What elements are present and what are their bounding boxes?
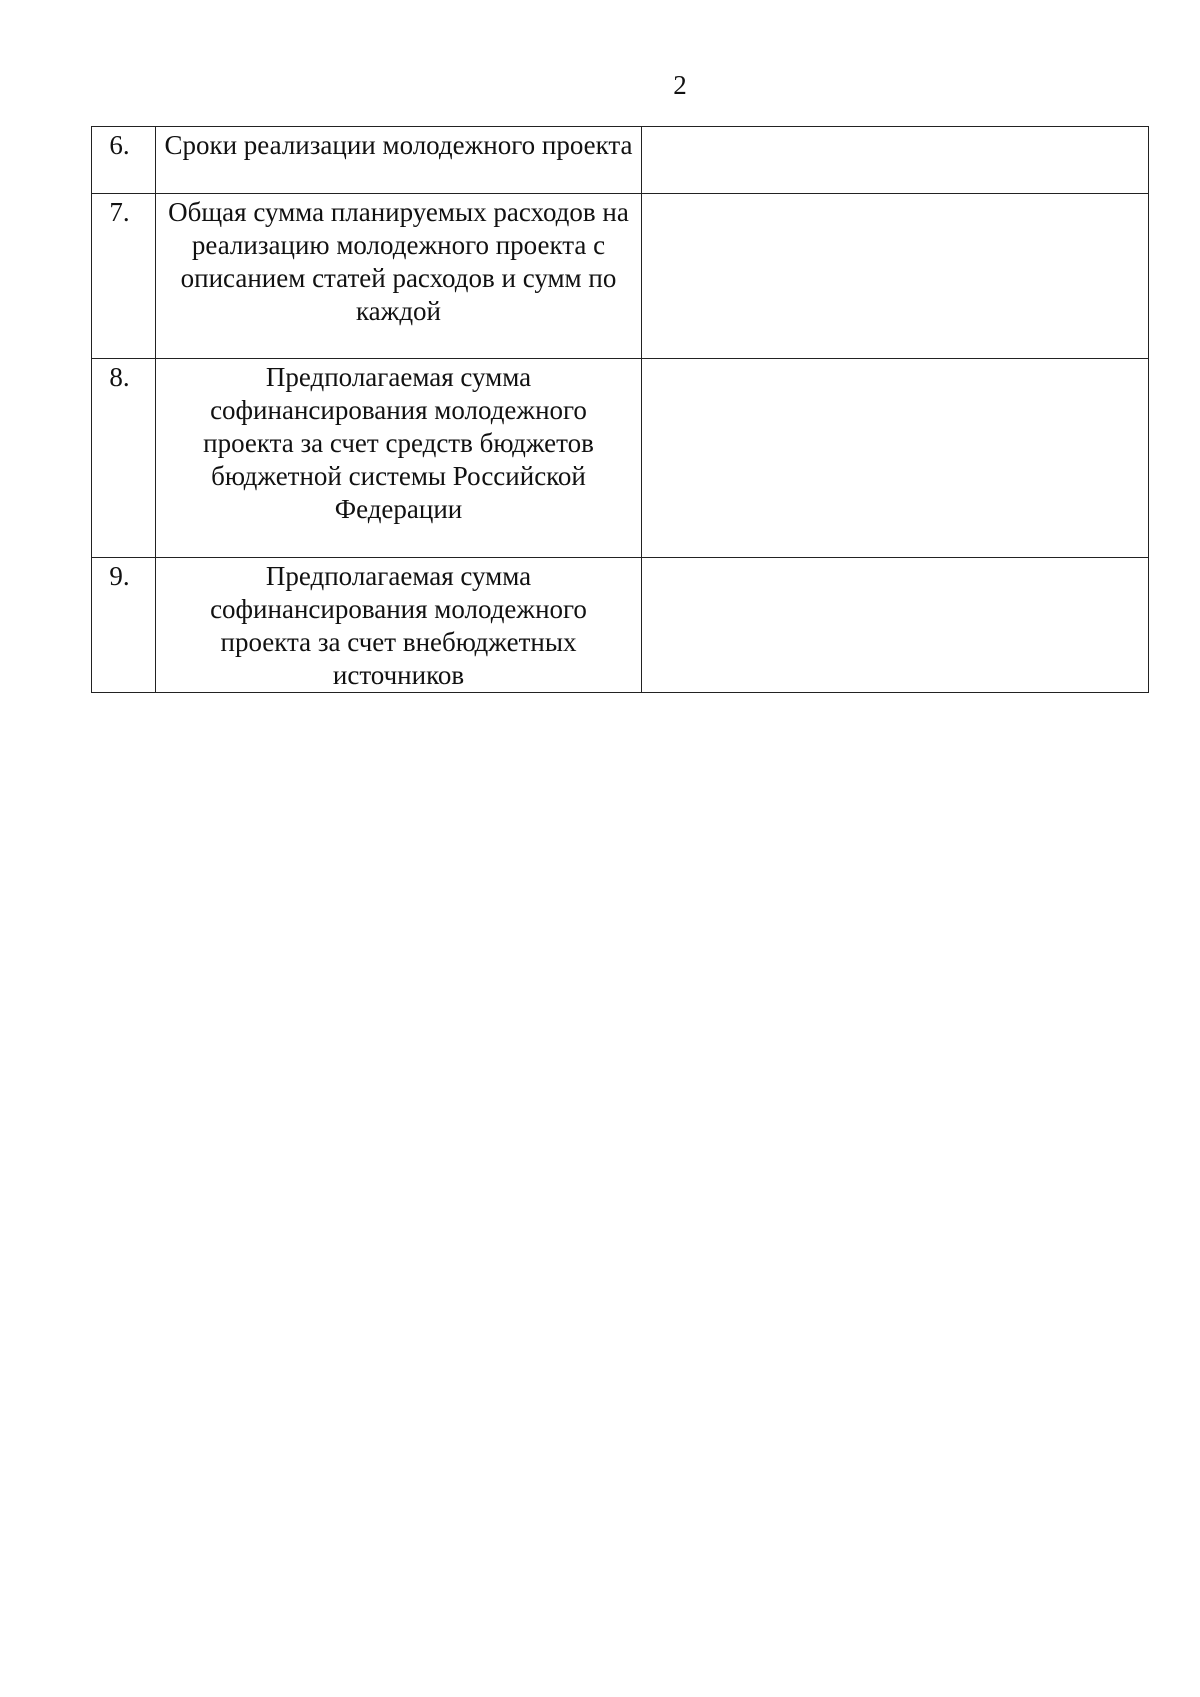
table-row <box>92 359 1149 558</box>
row-label <box>156 127 642 194</box>
row-number: 6. <box>92 127 156 194</box>
row-value-cell[interactable] <box>642 558 1149 693</box>
table-row <box>92 558 1149 693</box>
row-value-cell[interactable] <box>642 127 1149 194</box>
row-label-text: Общая сумма планируемых расходов на реализацию молодежного проекта с описанием статей расходов и сумм по каждой <box>168 197 629 326</box>
row-value-cell[interactable] <box>642 194 1149 359</box>
row-number: 8. <box>92 359 156 558</box>
row-label-text: Предполагаемая сумма софинансирования молодежного проекта за счет внебюджетных источников <box>210 561 587 690</box>
row-number: 9. <box>92 558 156 693</box>
row-number: 7. <box>92 194 156 359</box>
row-label <box>156 194 642 359</box>
row-label <box>156 558 642 693</box>
page-number: 2 <box>673 70 687 100</box>
row-label-text: Сроки реализации молодежного проекта <box>164 130 633 160</box>
row-value-cell[interactable] <box>642 359 1149 558</box>
row-label-text: Предполагаемая сумма софинансирования молодежного проекта за счет средств бюджетов бюджетной системы Российской Федерации <box>203 362 594 524</box>
table-row <box>92 194 1149 359</box>
application-form-table <box>91 126 1149 693</box>
row-label <box>156 359 642 558</box>
table-row <box>92 127 1149 194</box>
